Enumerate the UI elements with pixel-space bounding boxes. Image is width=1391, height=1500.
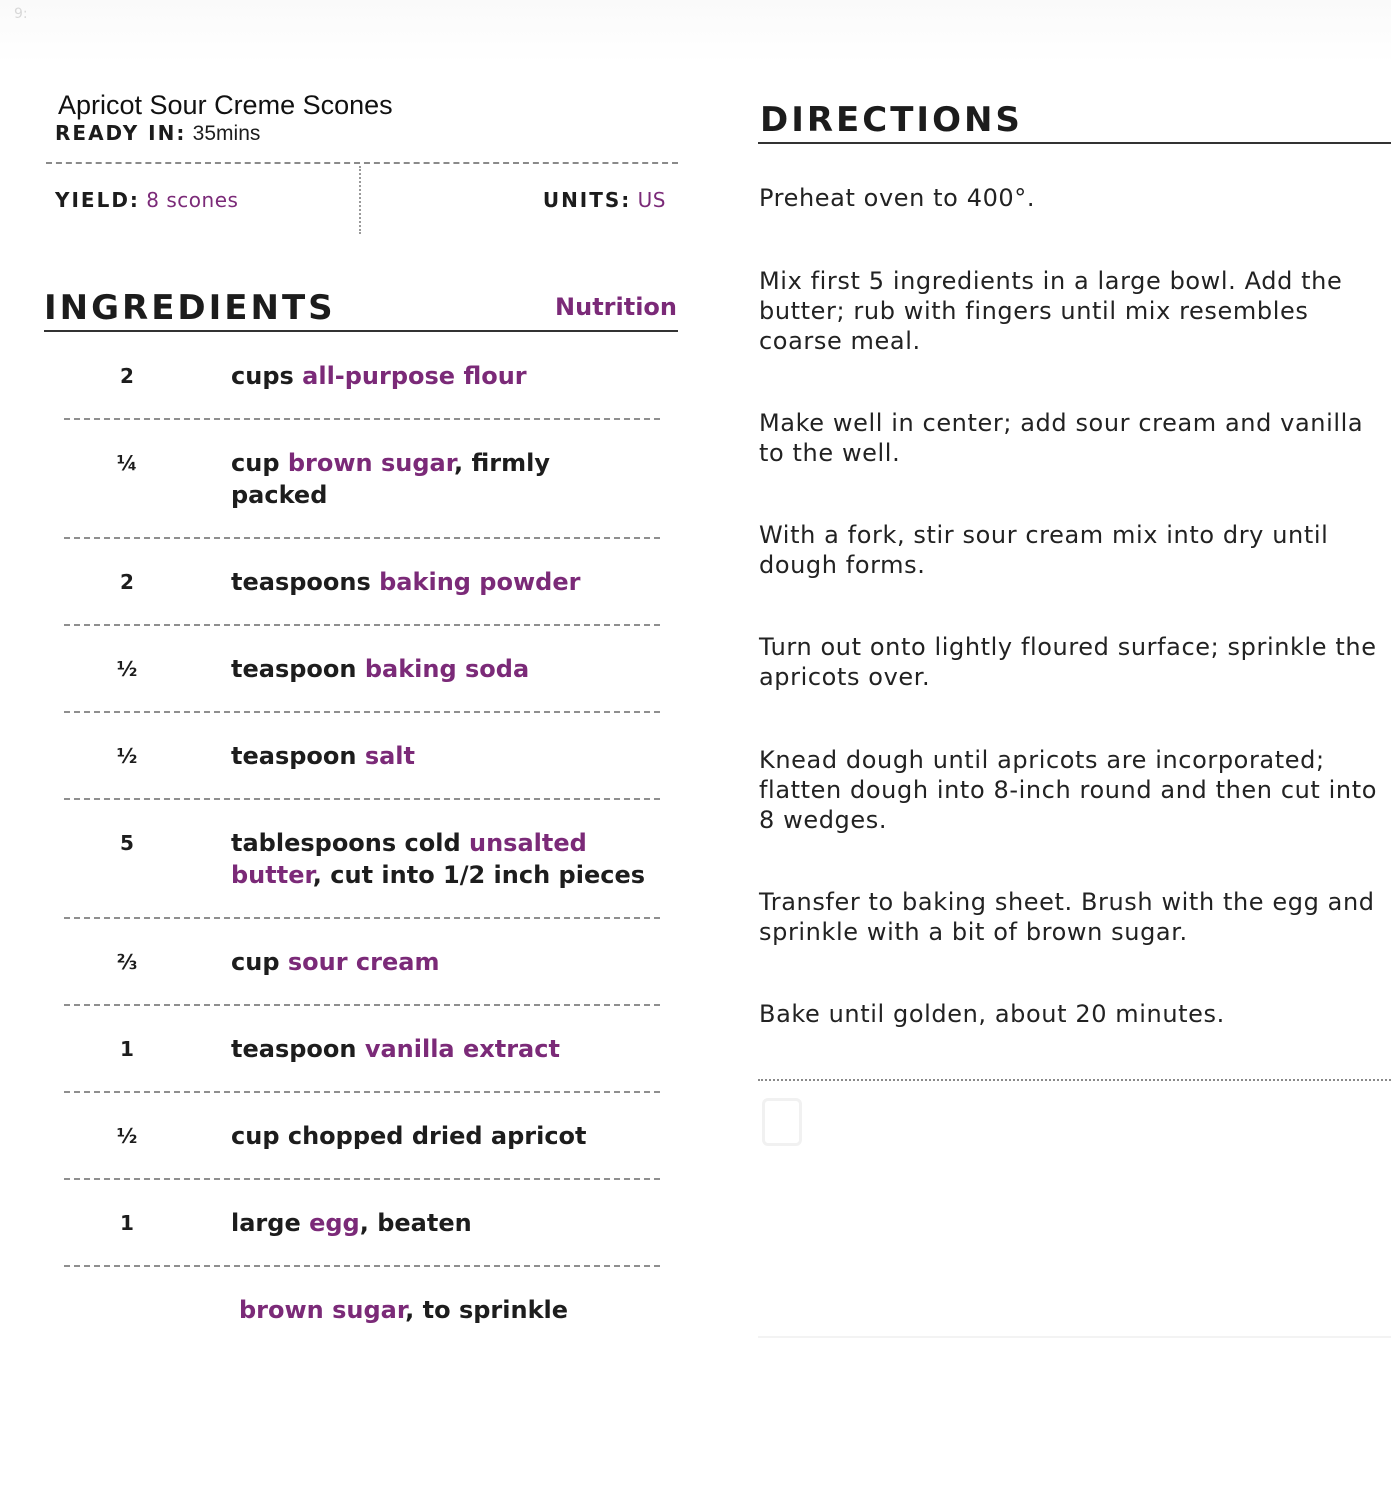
yield[interactable] [55,188,238,212]
direction-step: With a fork, stir sour cream mix into dry until dough forms. [759,521,1329,579]
direction-step: Make well in center; add sour cream and vanilla to the well. [759,409,1364,467]
ingredient-unit: cup [231,948,288,976]
ingredient-quantity: ⅔ [116,950,138,974]
ingredient-row [64,1267,660,1352]
meta-divider-line [46,162,678,164]
ingredient-note: , cut into 1/2 inch pieces [312,861,646,889]
ingredient-text [231,1207,651,1239]
ingredient-unit: teaspoons [231,568,380,596]
ingredient-link[interactable]: baking powder [379,568,581,596]
ingredient-unit: cups [231,362,303,390]
ingredient-row [64,1006,660,1093]
ingredient-row [64,333,660,420]
ingredient-row [64,420,660,539]
ingredient-quantity: ½ [116,657,138,681]
ingredient-row [64,800,660,919]
ingredient-row [64,626,660,713]
ingredient-note: , firmly packed [231,449,551,509]
meta-vertical-divider [359,166,361,234]
ingredient-link[interactable]: vanilla extract [364,1035,560,1063]
faded-icon [762,1098,802,1146]
ingredient-row [64,539,660,626]
ingredient-quantity: 2 [120,364,134,388]
ready-in [55,121,260,146]
status-bar [0,0,1391,64]
ready-in-label: READY IN: [55,121,187,145]
notes-rule [758,1336,1391,1338]
ingredient-quantity: ½ [116,1124,138,1148]
ingredient-row [64,1093,660,1180]
yield-value[interactable]: 8 scones [146,188,239,212]
ingredient-unit: teaspoon [231,1035,365,1063]
yield-label: YIELD: [55,188,140,212]
ingredients-rule [44,330,678,332]
ingredient-text [231,566,651,598]
ingredient-text [231,946,651,978]
ingredient-text [231,1120,651,1152]
ready-in-value: 35mins [192,122,261,145]
ingredient-link[interactable]: brown sugar [239,1296,406,1324]
ingredient-note: , beaten [359,1209,472,1237]
ingredient-list [64,333,660,1352]
units-label: UNITS: [542,188,632,212]
direction-step: Knead dough until apricots are incorporated; flatten dough into 8-inch round and then cut into 8 wedges. [759,746,1378,834]
ingredient-link[interactable]: sour cream [287,948,440,976]
ingredient-text [231,740,651,772]
ingredient-quantity: ¼ [116,451,138,475]
direction-step: Bake until golden, about 20 minutes. [759,1000,1225,1028]
ingredient-quantity: ½ [116,744,138,768]
ingredient-unit: tablespoons cold [231,829,469,857]
ingredient-link[interactable]: baking soda [364,655,530,683]
ingredient-quantity: 1 [120,1037,134,1061]
ingredient-unit: teaspoon [231,655,365,683]
ingredient-text [231,447,651,511]
direction-step: Mix first 5 ingredients in a large bowl. Add the butter; rub with fingers until mix resembles coarse meal. [759,267,1343,355]
ingredient-text [231,653,651,685]
units[interactable] [543,188,666,212]
ingredient-link[interactable]: all-purpose flour [302,362,527,390]
direction-step: Transfer to baking sheet. Brush with the egg and sprinkle with a bit of brown sugar. [759,888,1375,946]
ingredient-unit: teaspoon [231,742,365,770]
ingredient-text [239,1294,659,1326]
ingredient-unit: large [231,1209,310,1237]
directions-rule [758,142,1391,144]
nutrition-link[interactable]: Nutrition [555,293,677,321]
ingredient-text [231,827,651,891]
ingredient-row [64,713,660,800]
direction-step: Turn out onto lightly floured surface; sprinkle the apricots over. [759,633,1377,691]
ingredient-link[interactable]: unsalted butter [231,829,587,889]
ingredient-note: , to sprinkle [405,1296,569,1324]
ingredient-unit: cup [231,449,288,477]
ingredient-text [231,1033,651,1065]
ingredient-quantity: 2 [120,570,134,594]
units-value[interactable]: US [637,188,666,212]
directions-end-rule [758,1079,1391,1081]
directions-heading: DIRECTIONS [760,100,1023,140]
ingredients-heading: INGREDIENTS [44,288,336,328]
ingredient-link[interactable]: egg [309,1209,360,1237]
ingredient-text [231,360,651,392]
ingredient-unit: cup chopped dried apricot [231,1122,587,1150]
ingredient-row [64,919,660,1006]
ingredient-row [64,1180,660,1267]
ingredient-link[interactable]: brown sugar [287,449,455,477]
ingredient-quantity: 1 [120,1211,134,1235]
direction-step: Preheat oven to 400°. [759,184,1036,212]
recipe-title: Apricot Sour Creme Scones [58,90,393,120]
ingredient-link[interactable]: salt [364,742,416,770]
ingredient-quantity: 5 [120,831,134,855]
status-time: 9: [14,6,28,22]
